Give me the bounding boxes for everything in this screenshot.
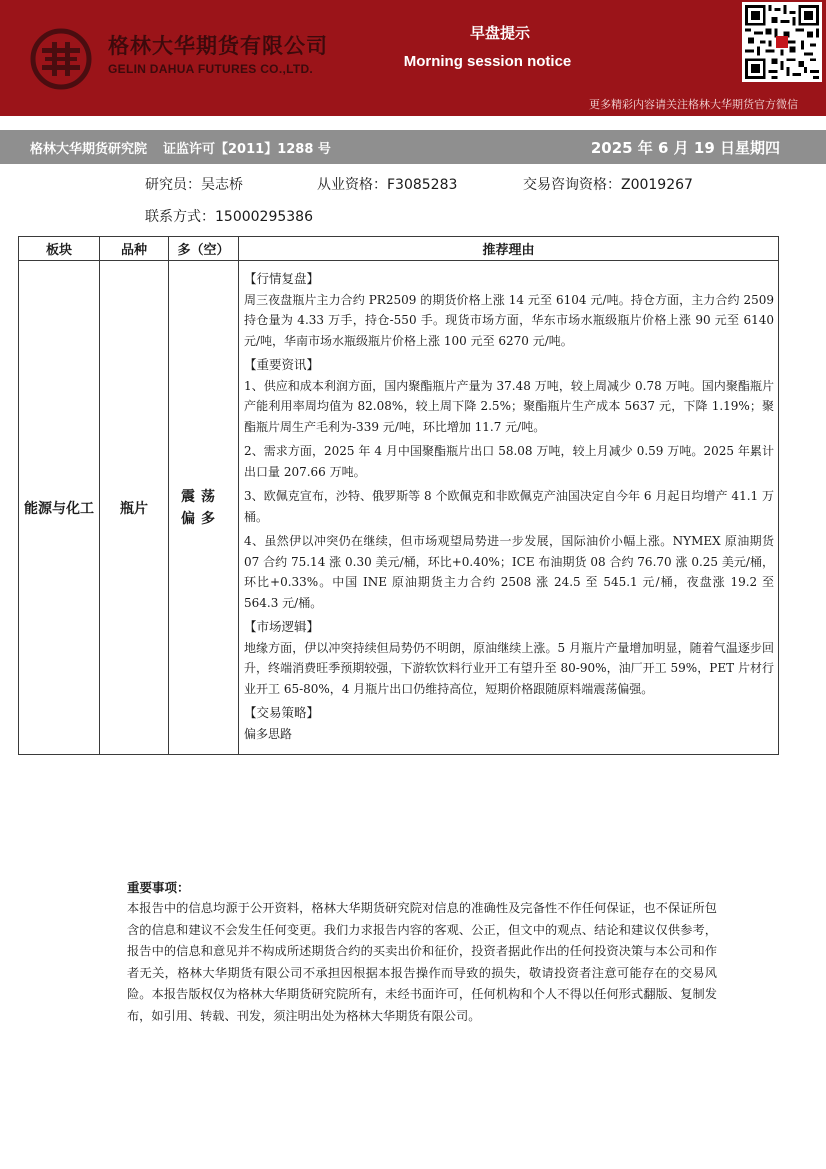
header-sector: 板块: [19, 237, 100, 261]
strategy-heading: 【交易策略】: [244, 705, 320, 720]
news-heading: 【重要资讯】: [244, 357, 320, 372]
header-variety: 品种: [100, 237, 169, 261]
strategy-text: 偏多思路: [244, 726, 293, 741]
header-reason: 推荐理由: [239, 237, 779, 261]
variety-cell: 瓶片: [100, 261, 169, 755]
sector-cell: 能源与化工: [19, 261, 100, 755]
notice-title-en: Morning session notice: [403, 53, 572, 70]
news-item-2: 2、需求方面，2025 年 4 月中国聚酯瓶片出口 58.08 万吨，较上月减少 0.59 万吨。2025 年累计出口量 207.66 万吨。: [244, 444, 774, 479]
report-date: 2025 年 6 月 19 日星期四: [590, 139, 780, 157]
header-direction: 多（空）: [169, 237, 239, 261]
header-band: [0, 0, 826, 116]
market-review-heading: 【行情复盘】: [244, 271, 320, 286]
notice-title-cn: 早盘提示: [469, 24, 530, 42]
qr-code-icon: [742, 2, 822, 82]
reason-cell: [239, 261, 779, 755]
contact-phone: 联系方式：15000295386: [145, 209, 313, 225]
institute-name: 格林大华期货研究院: [30, 142, 148, 157]
direction-cell: 震荡偏多: [169, 261, 239, 755]
company-name-en: GELIN DAHUA FUTURES CO.,LTD.: [108, 62, 314, 76]
table-row: [19, 261, 779, 755]
follow-wechat-text: 更多精彩内容请关注格林大华期货官方微信: [589, 98, 798, 111]
company-name-cn: 格林大华期货有限公司: [108, 34, 328, 58]
qualification-number: 从业资格：F3085283: [317, 177, 458, 193]
info-band: [0, 130, 826, 164]
table-header-row: [19, 237, 779, 261]
news-item-4: 4、虽然伊以冲突仍在继续，但市场观望局势进一步发展，国际油价小幅上涨。NYMEX 原油期货 07 合约 75.14 涨 0.30 美元/桶，环比+0.40%；ICE 布油期货 08 合约 76.70 涨 0.25 美元/桶，环比+0.33%。中国 INE 原油期货主力合约 2508 涨 24.5 至 545.1 元/桶，夜盘涨 19.2 至 564.3 元/桶。: [244, 534, 774, 610]
market-review-text: 周三夜盘瓶片主力合约 PR2509 的期货价格上涨 14 元至 6104 元/吨。持仓方面，主力合约 2509 持仓量为 4.33 万手，持仓-550 手。现货市场方面，华东市场水瓶级瓶片价格上涨 90 元至 6140 元/吨，华南市场水瓶级瓶片价格上涨 100 元至 6270 元/吨。: [244, 292, 774, 348]
consulting-qualification: 交易咨询资格：Z0019267: [523, 177, 693, 193]
news-item-3: 3、欧佩克宣布，沙特、俄罗斯等 8 个欧佩克和非欧佩克产油国决定自今年 6 月起日均增产 41.1 万桶。: [244, 489, 774, 524]
news-item-1: 1、供应和成本利润方面，国内聚酯瓶片产量为 37.48 万吨，较上周减少 0.78 万吨。国内聚酯瓶片产能利用率周均值为 82.08%，较上周下降 2.5%；聚酯瓶片生产成本 5637 元，下降 1.19%；聚酯瓶片周生产毛利为-339 元/吨，环比增加 11.7 元/吨。: [244, 378, 774, 434]
disclaimer-body: 本报告中的信息均源于公开资料，格林大华期货研究院对信息的准确性及完备性不作任何保证，也不保证所包含的信息和建议不会发生任何变更。我们力求报告内容的客观、公正，但文中的观点、结论和建议仅供参考，报告中的信息和意见并不构成所述期货合约的买卖出价和征价，投资者据此作出的任何投资决策与本公司和作者无关，格林大华期货有限公司不承担因根据本报告操作而导致的损失，敬请投资者注意可能存在的交易风险。本报告版权仅为格林大华期货研究院所有，未经书面许可，任何机构和个人不得以任何形式翻版、复制发布，如引用、转载、刊发，须注明出处为格林大华期货有限公司。: [127, 901, 717, 1023]
institute-license: [30, 138, 331, 157]
recommendation-table: [18, 236, 779, 755]
license-number: 证监许可【2011】1288 号: [163, 142, 331, 157]
company-logo-icon: [30, 28, 92, 90]
disclaimer-title: 重要事项：: [127, 880, 190, 895]
logic-text: 地缘方面，伊以冲突持续但局势仍不明朗，原油继续上涨。5 月瓶片产量增加明显，随着气温逐步回升，终端消费旺季预期较强，下游软饮料行业开工有望升至 80-90%，油厂开工 59%，PET 片材行业开工 65-80%，4 月瓶片出口仍维持高位，短期价格跟随原料端震荡偏强。: [244, 640, 775, 696]
researcher-name: 研究员：吴志桥: [145, 177, 243, 193]
logic-heading: 【市场逻辑】: [244, 619, 320, 634]
